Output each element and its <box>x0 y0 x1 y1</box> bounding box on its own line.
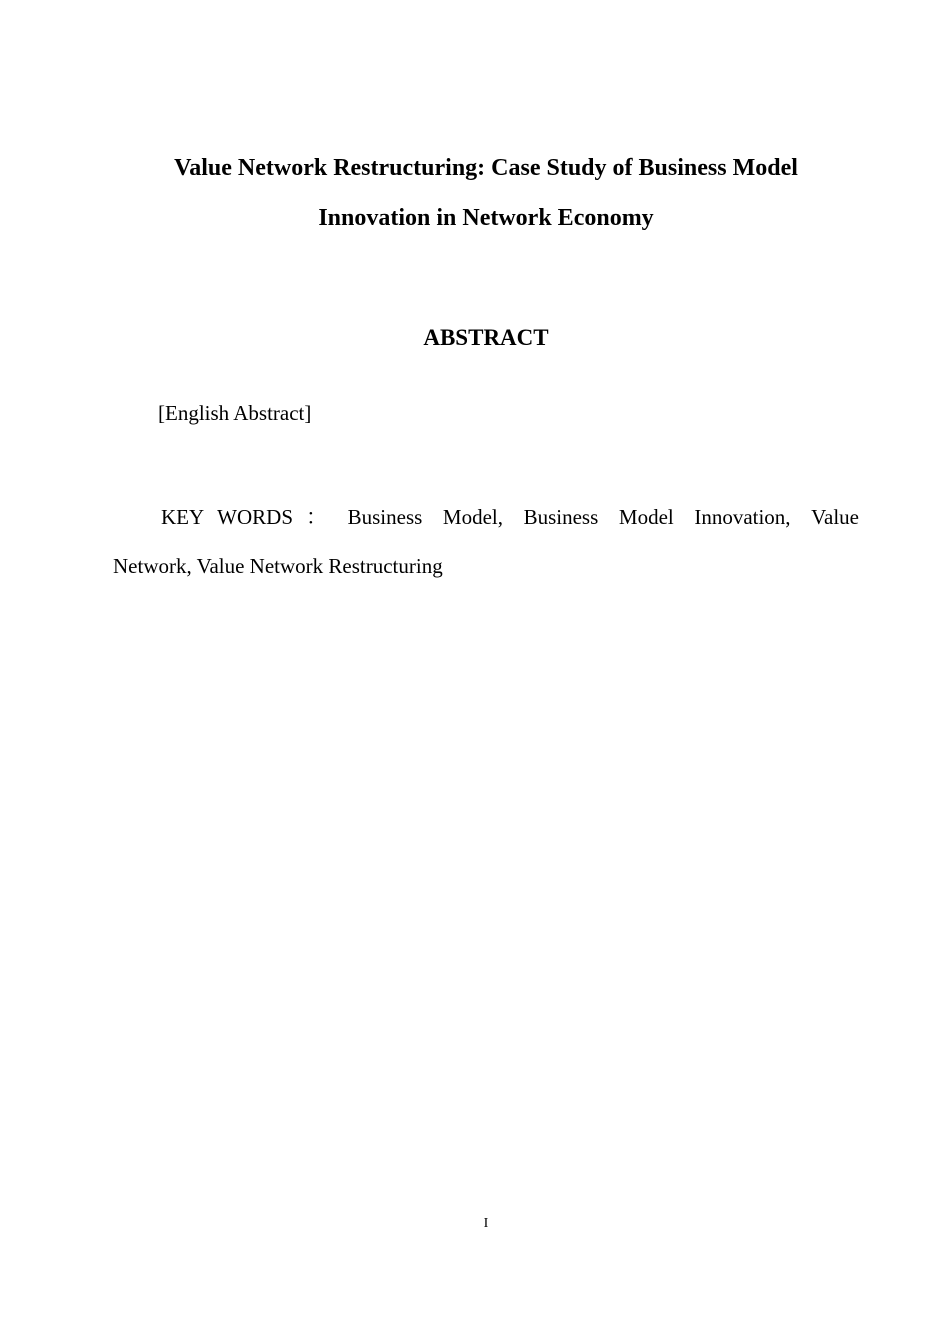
keywords-label <box>161 493 327 542</box>
keywords-label-colon: ： <box>305 505 327 529</box>
keyword-word: Value <box>811 505 859 529</box>
keyword-word: Business <box>347 505 423 529</box>
abstract-heading: ABSTRACT <box>423 325 549 350</box>
keyword-word: Model, <box>442 505 503 529</box>
keywords-label-word: KEY <box>161 505 205 529</box>
title-line-2: Innovation in Network Economy <box>318 205 654 231</box>
keyword-word: Model <box>618 505 674 529</box>
title-line-1: Value Network Restructuring: Case Study of Business Model <box>174 155 798 181</box>
keywords-line-1 <box>113 493 859 542</box>
paper-title <box>113 143 859 243</box>
keywords-label-word: WORDS <box>217 505 293 529</box>
keyword-word: Innovation, <box>694 505 791 529</box>
keywords-line-2: Network, Value Network Restructuring <box>113 554 443 578</box>
keywords-section <box>113 493 859 591</box>
abstract-body: [English Abstract] <box>158 401 312 425</box>
page-number: I <box>483 1216 489 1231</box>
keyword-word: Business <box>523 505 599 529</box>
